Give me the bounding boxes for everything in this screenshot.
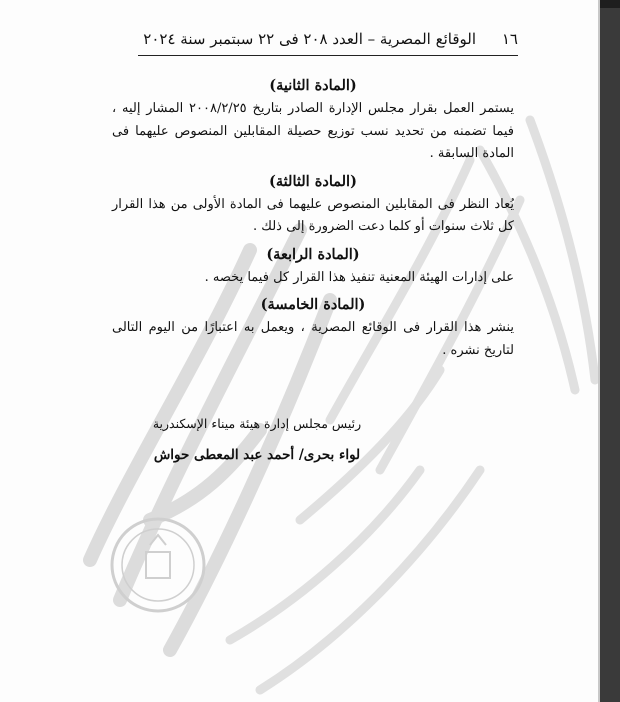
- header-title: الوقائع المصرية – العدد ٢٠٨ فى ٢٢ سبتمبر سنة ٢٠٢٤: [143, 30, 476, 48]
- article-paragraph: يستمر العمل بقرار مجلس الإدارة الصادر بتاريخ ٢٠٠٨/٢/٢٥ المشار إليه ، فيما تضمنه من تحديد نسب توزيع حصيلة المقابلين المنصوص عليهما فى المادة السابقة .: [112, 101, 514, 161]
- article-5: [112, 293, 514, 362]
- article-3: [112, 170, 514, 239]
- article-4: [112, 243, 514, 290]
- article-2: [112, 74, 514, 166]
- document-body: [112, 74, 514, 366]
- article-title: (المادة الثانية): [269, 77, 357, 94]
- page-number: ١٦: [501, 30, 518, 48]
- article-paragraph: يُعاد النظر فى المقابلين المنصوص عليهما فى المادة الأولى من هذا القرار كل ثلاث سنوات أو كلما دعت الضرورة إلى ذلك .: [112, 196, 514, 234]
- page-header: [138, 30, 518, 52]
- article-title: (المادة الخامسة): [260, 296, 366, 313]
- article-title: (المادة الثالثة): [269, 172, 357, 190]
- viewer-side-strip: [600, 0, 620, 702]
- article-paragraph: على إدارات الهيئة المعنية تنفيذ هذا القرار كل فيما يخصه .: [204, 269, 514, 285]
- signatory-role: رئيس مجلس إدارة هيئة ميناء الإسكندرية: [152, 416, 362, 431]
- header-divider: [138, 55, 518, 56]
- article-paragraph: ينشر هذا القرار فى الوقائع المصرية ، ويعمل به اعتبارًا من اليوم التالى لتاريخ نشره .: [112, 320, 514, 358]
- viewer-strip-cap: [600, 0, 620, 8]
- article-title: (المادة الرابعة): [266, 245, 360, 263]
- signature-block: [112, 413, 402, 469]
- watermark-seal: [112, 519, 204, 611]
- signatory-name: لواء بحرى/ أحمد عبد المعطى حواش: [153, 447, 361, 463]
